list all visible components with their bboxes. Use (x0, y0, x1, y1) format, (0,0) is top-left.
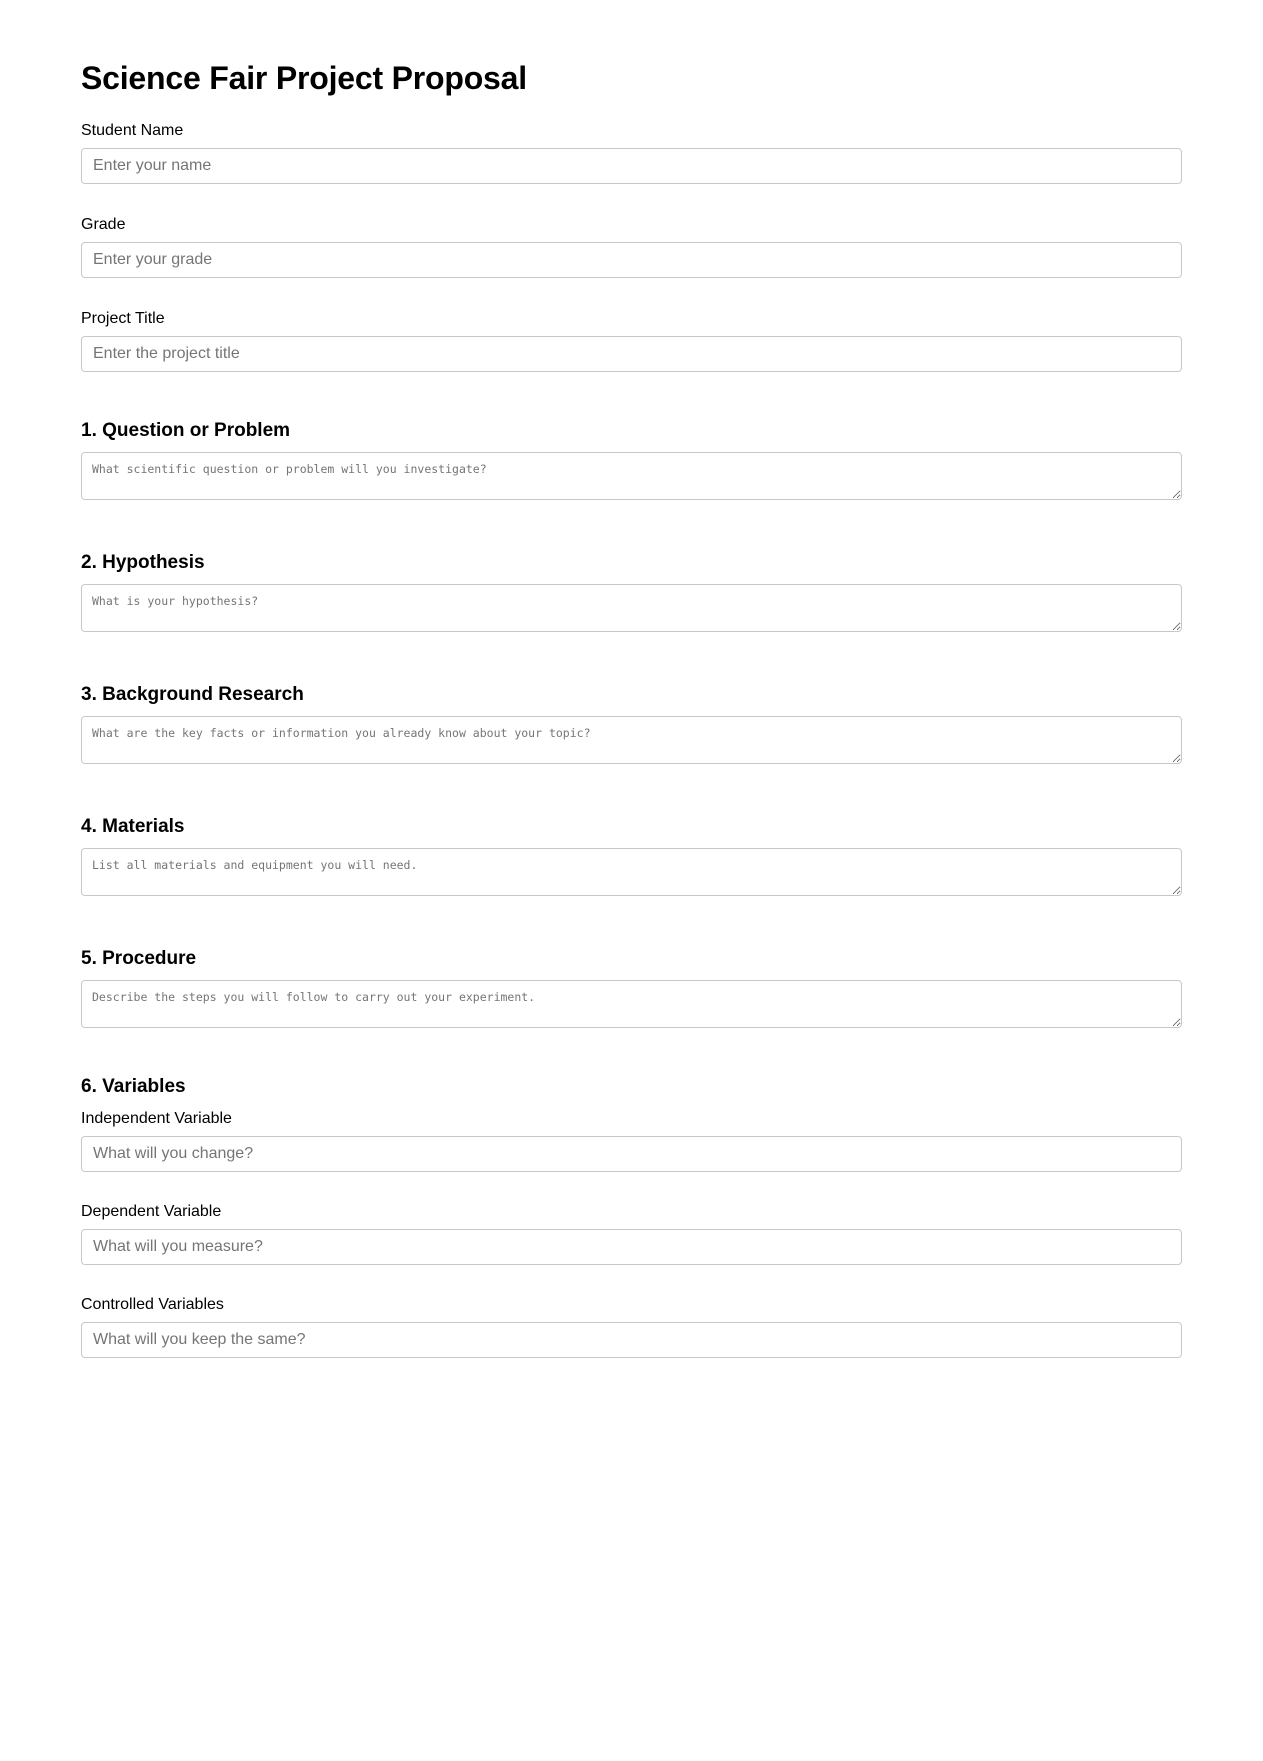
section-heading-variables: 6. Variables (81, 1076, 186, 1097)
procedure-textarea[interactable] (81, 980, 1182, 1028)
section-question (81, 420, 1182, 500)
section-heading-background-research: 3. Background Research (81, 684, 304, 705)
section-procedure (81, 948, 1182, 1028)
section-heading-procedure: 5. Procedure (81, 948, 197, 969)
controlled-variables-label: Controlled Variables (81, 1296, 224, 1313)
dependent-variable-label: Dependent Variable (81, 1203, 222, 1220)
section-hypothesis (81, 552, 1182, 632)
section-background-research (81, 684, 1182, 764)
dependent-variable-input[interactable] (81, 1229, 1182, 1265)
section-heading-hypothesis: 2. Hypothesis (81, 552, 205, 573)
question-textarea[interactable] (81, 452, 1182, 500)
materials-textarea[interactable] (81, 848, 1182, 896)
section-materials (81, 816, 1182, 896)
section-heading-materials: 4. Materials (81, 816, 185, 837)
page-title: Science Fair Project Proposal (81, 60, 527, 96)
section-variables (81, 1076, 1182, 1358)
section-heading-question: 1. Question or Problem (81, 420, 291, 441)
hypothesis-textarea[interactable] (81, 584, 1182, 632)
project-title-label: Project Title (81, 310, 165, 327)
independent-variable-input[interactable] (81, 1136, 1182, 1172)
grade-label: Grade (81, 216, 126, 233)
student-name-label: Student Name (81, 122, 184, 139)
grade-input[interactable] (81, 242, 1182, 278)
controlled-variables-input[interactable] (81, 1322, 1182, 1358)
independent-variable-label: Independent Variable (81, 1110, 232, 1127)
project-title-input[interactable] (81, 336, 1182, 372)
background-research-textarea[interactable] (81, 716, 1182, 764)
student-name-input[interactable] (81, 148, 1182, 184)
proposal-form (81, 0, 1182, 1358)
